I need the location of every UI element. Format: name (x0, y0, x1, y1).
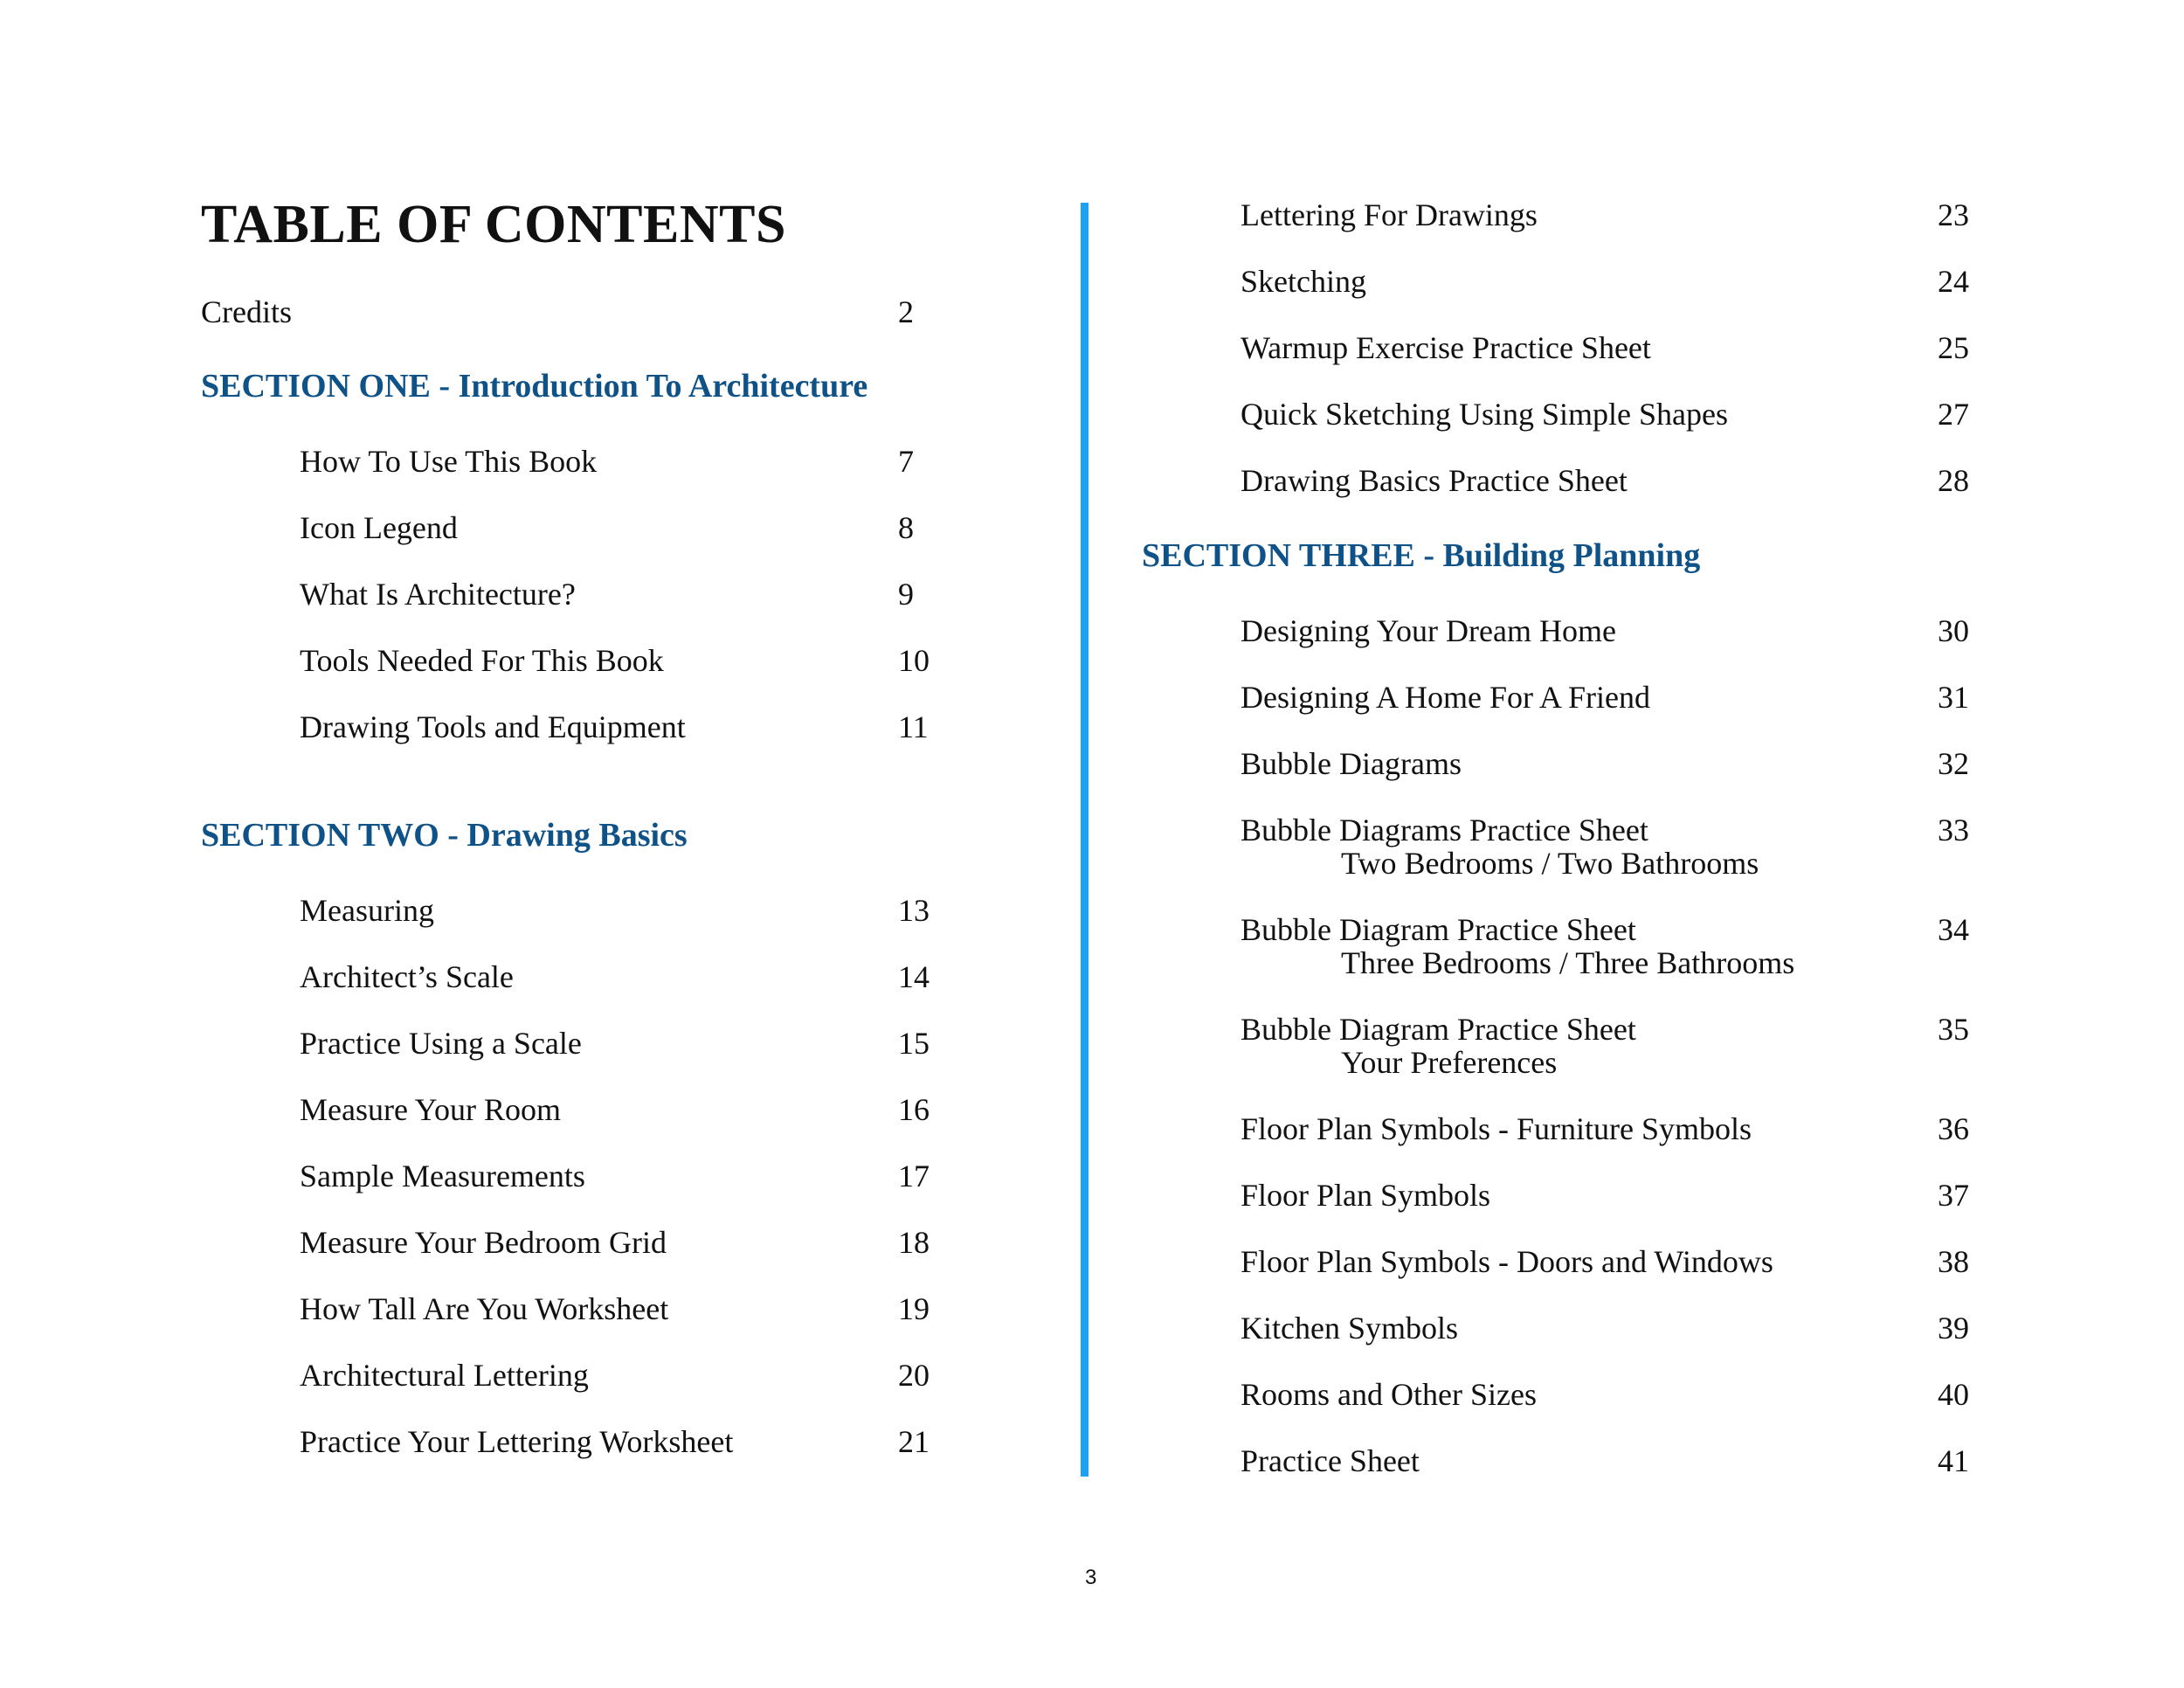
toc-entry-label: What Is Architecture? (300, 577, 576, 612)
toc-entry-page: 37 (1938, 1178, 1969, 1213)
toc-entry-label: Rooms and Other Sizes (1241, 1377, 1537, 1412)
toc-entry-label: How Tall Are You Worksheet (300, 1291, 669, 1326)
toc-entry-label: Bubble Diagram Practice Sheet (1241, 1012, 1636, 1047)
toc-entry-label: How To Use This Book (300, 444, 598, 479)
toc-entry-label: Measure Your Room (300, 1092, 562, 1127)
toc-entry-sublabel: Three Bedrooms / Three Bathrooms (1341, 945, 1795, 980)
toc-entry-page: 13 (898, 893, 930, 928)
toc-entry-label: Designing Your Dream Home (1241, 613, 1616, 648)
toc-entry-page: 7 (898, 444, 914, 479)
toc-entry-page: 14 (898, 959, 930, 994)
toc-entry-label: Lettering For Drawings (1241, 197, 1538, 232)
toc-entry-page: 9 (898, 577, 914, 612)
toc-entry-page: 33 (1938, 813, 1969, 847)
toc-entry-label: Measure Your Bedroom Grid (300, 1225, 667, 1260)
toc-entry-label: Icon Legend (300, 510, 458, 545)
toc-entry-label: Architect’s Scale (300, 959, 514, 994)
toc-entry-page: 20 (898, 1358, 930, 1393)
toc-entry-page: 2 (898, 294, 914, 329)
toc-entry-label: Sketching (1241, 264, 1366, 299)
toc-entry-page: 24 (1938, 264, 1969, 299)
toc-entry-label: Tools Needed For This Book (300, 643, 664, 678)
toc-entry-page: 41 (1938, 1443, 1969, 1478)
section-one-heading: SECTION ONE - Introduction To Architecture (201, 368, 868, 405)
toc-entry-label: Floor Plan Symbols - Doors and Windows (1241, 1244, 1773, 1279)
toc-entry-label: Architectural Lettering (300, 1358, 589, 1393)
toc-entry-page: 21 (898, 1424, 930, 1459)
section-two-heading: SECTION TWO - Drawing Basics (201, 817, 688, 854)
toc-entry-page: 16 (898, 1092, 930, 1127)
toc-entry-sublabel: Two Bedrooms / Two Bathrooms (1341, 846, 1759, 881)
toc-entry-page: 10 (898, 643, 930, 678)
section-three-heading: SECTION THREE - Building Planning (1142, 537, 1701, 574)
toc-entry-page: 28 (1938, 463, 1969, 498)
toc-entry-label: Floor Plan Symbols (1241, 1178, 1491, 1213)
toc-entry-label: Sample Measurements (300, 1159, 585, 1193)
toc-entry-label: Practice Your Lettering Worksheet (300, 1424, 734, 1459)
toc-entry-page: 31 (1938, 680, 1969, 715)
page-number: 3 (1085, 1566, 1097, 1589)
toc-entry-page: 15 (898, 1026, 930, 1061)
page-title: TABLE OF CONTENTS (201, 195, 786, 254)
toc-entry-page: 17 (898, 1159, 930, 1193)
toc-entry-label: Credits (201, 294, 292, 329)
toc-entry-page: 25 (1938, 330, 1969, 365)
toc-entry-page: 18 (898, 1225, 930, 1260)
toc-entry-page: 38 (1938, 1244, 1969, 1279)
toc-entry-label: Measuring (300, 893, 434, 928)
toc-entry-label: Warmup Exercise Practice Sheet (1241, 330, 1651, 365)
toc-entry-label: Quick Sketching Using Simple Shapes (1241, 397, 1728, 432)
toc-entry-page: 30 (1938, 613, 1969, 648)
toc-entry-label: Floor Plan Symbols - Furniture Symbols (1241, 1111, 1752, 1146)
toc-entry-page: 11 (898, 709, 929, 744)
toc-entry-label: Practice Sheet (1241, 1443, 1420, 1478)
toc-entry-label: Bubble Diagrams Practice Sheet (1241, 813, 1648, 847)
toc-entry-page: 36 (1938, 1111, 1969, 1146)
toc-entry-label: Bubble Diagram Practice Sheet (1241, 912, 1636, 947)
toc-entry-label: Drawing Basics Practice Sheet (1241, 463, 1628, 498)
toc-entry-page: 19 (898, 1291, 930, 1326)
toc-entry-page: 39 (1938, 1311, 1969, 1346)
toc-entry-page: 8 (898, 510, 914, 545)
column-divider (1081, 203, 1089, 1477)
toc-entry-page: 32 (1938, 746, 1969, 781)
toc-entry-sublabel: Your Preferences (1341, 1045, 1558, 1080)
toc-entry-label: Drawing Tools and Equipment (300, 709, 686, 744)
toc-entry-label: Kitchen Symbols (1241, 1311, 1458, 1346)
toc-entry-label: Designing A Home For A Friend (1241, 680, 1651, 715)
toc-entry-page: 40 (1938, 1377, 1969, 1412)
toc-entry-page: 27 (1938, 397, 1969, 432)
toc-entry-page: 34 (1938, 912, 1969, 947)
toc-entry-label: Bubble Diagrams (1241, 746, 1462, 781)
toc-entry-page: 35 (1938, 1012, 1969, 1047)
toc-entry-page: 23 (1938, 197, 1969, 232)
toc-entry-label: Practice Using a Scale (300, 1026, 582, 1061)
